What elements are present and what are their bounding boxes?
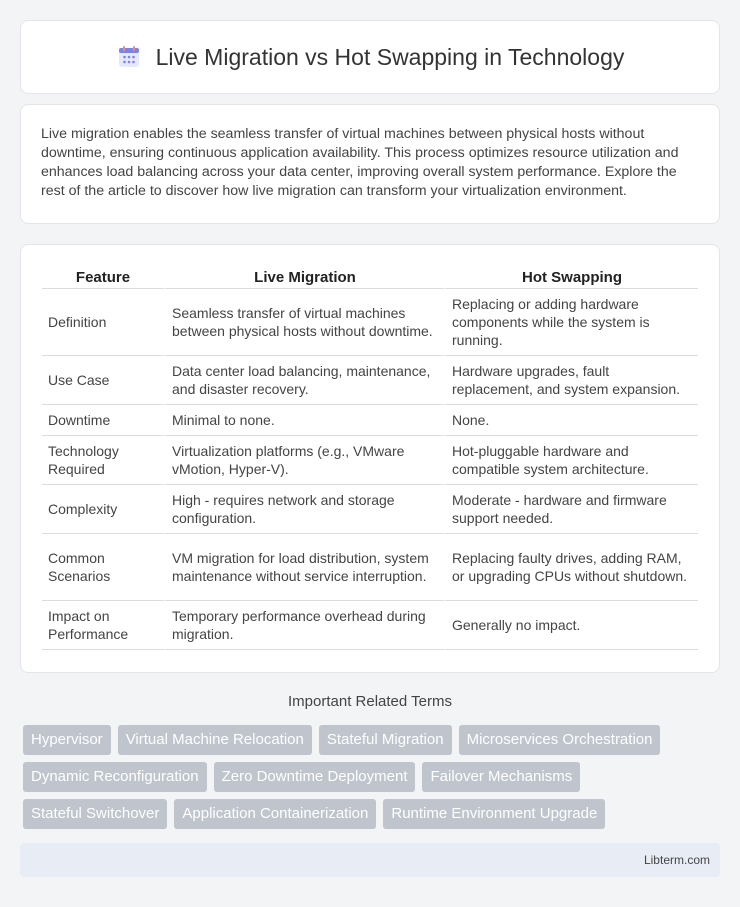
row-live-migration: Minimal to none.	[164, 405, 444, 436]
row-hot-swapping: Moderate - hardware and firmware support needed.	[444, 485, 698, 534]
table-row	[42, 601, 698, 650]
tag-failover-mechanisms[interactable]: Failover Mechanisms	[422, 762, 580, 792]
intro-card	[20, 104, 720, 224]
table-row	[42, 405, 698, 436]
row-hot-swapping: Hot-pluggable hardware and compatible system architecture.	[444, 436, 698, 485]
footer	[20, 843, 720, 877]
header-hot-swapping: Hot Swapping	[444, 263, 698, 289]
comparison-card	[20, 244, 720, 673]
table-row	[42, 356, 698, 405]
related-terms-tags	[23, 725, 723, 836]
row-live-migration: VM migration for load distribution, system maintenance without service interruption.	[164, 534, 444, 601]
tag-virtual-machine-relocation[interactable]: Virtual Machine Relocation	[118, 725, 312, 755]
table-row	[42, 436, 698, 485]
table-header-row	[42, 263, 698, 289]
comparison-table	[42, 263, 698, 650]
tag-runtime-environment-upgrade[interactable]: Runtime Environment Upgrade	[383, 799, 605, 829]
table-row	[42, 534, 698, 601]
related-terms-title: Important Related Terms	[288, 693, 452, 710]
tag-stateful-switchover[interactable]: Stateful Switchover	[23, 799, 167, 829]
tag-microservices-orchestration[interactable]: Microservices Orchestration	[459, 725, 661, 755]
tag-dynamic-reconfiguration[interactable]: Dynamic Reconfiguration	[23, 762, 207, 792]
calendar-grid-icon	[116, 44, 142, 70]
row-live-migration: Seamless transfer of virtual machines between physical hosts without downtime.	[164, 289, 444, 356]
intro-text: Live migration enables the seamless transfer of virtual machines between physical hosts without downtime, ensuring continuous application availability. This process optimizes resource utilization and enhances load balancing across your data center, improving overall system performance. Explore the rest of the article to discover how live migration can transform your virtualization environment.	[41, 126, 679, 199]
footer-brand[interactable]: Libterm.com	[643, 853, 710, 867]
row-live-migration: High - requires network and storage configuration.	[164, 485, 444, 534]
tag-zero-downtime-deployment[interactable]: Zero Downtime Deployment	[214, 762, 416, 792]
header-live-migration: Live Migration	[164, 263, 444, 289]
row-feature: Complexity	[42, 485, 164, 534]
row-feature: Common Scenarios	[42, 534, 164, 601]
title-card	[20, 20, 720, 94]
tag-application-containerization[interactable]: Application Containerization	[174, 799, 376, 829]
row-live-migration: Temporary performance overhead during migration.	[164, 601, 444, 650]
header-feature: Feature	[42, 263, 164, 289]
row-live-migration: Data center load balancing, maintenance, and disaster recovery.	[164, 356, 444, 405]
table-row	[42, 485, 698, 534]
tag-stateful-migration[interactable]: Stateful Migration	[319, 725, 452, 755]
row-live-migration: Virtualization platforms (e.g., VMware vMotion, Hyper-V).	[164, 436, 444, 485]
row-feature: Use Case	[42, 356, 164, 405]
row-hot-swapping: Replacing or adding hardware components while the system is running.	[444, 289, 698, 356]
row-feature: Definition	[42, 289, 164, 356]
row-hot-swapping: Replacing faulty drives, adding RAM, or upgrading CPUs without shutdown.	[444, 534, 698, 601]
tag-row	[23, 725, 723, 755]
row-hot-swapping: Generally no impact.	[444, 601, 698, 650]
row-feature: Impact on Performance	[42, 601, 164, 650]
row-hot-swapping: None.	[444, 405, 698, 436]
tag-hypervisor[interactable]: Hypervisor	[23, 725, 111, 755]
row-hot-swapping: Hardware upgrades, fault replacement, and system expansion.	[444, 356, 698, 405]
row-feature: Technology Required	[42, 436, 164, 485]
page-title: Live Migration vs Hot Swapping in Technology	[155, 43, 625, 70]
row-feature: Downtime	[42, 405, 164, 436]
tag-row	[23, 799, 723, 829]
tag-row	[23, 762, 723, 792]
table-row	[42, 289, 698, 356]
